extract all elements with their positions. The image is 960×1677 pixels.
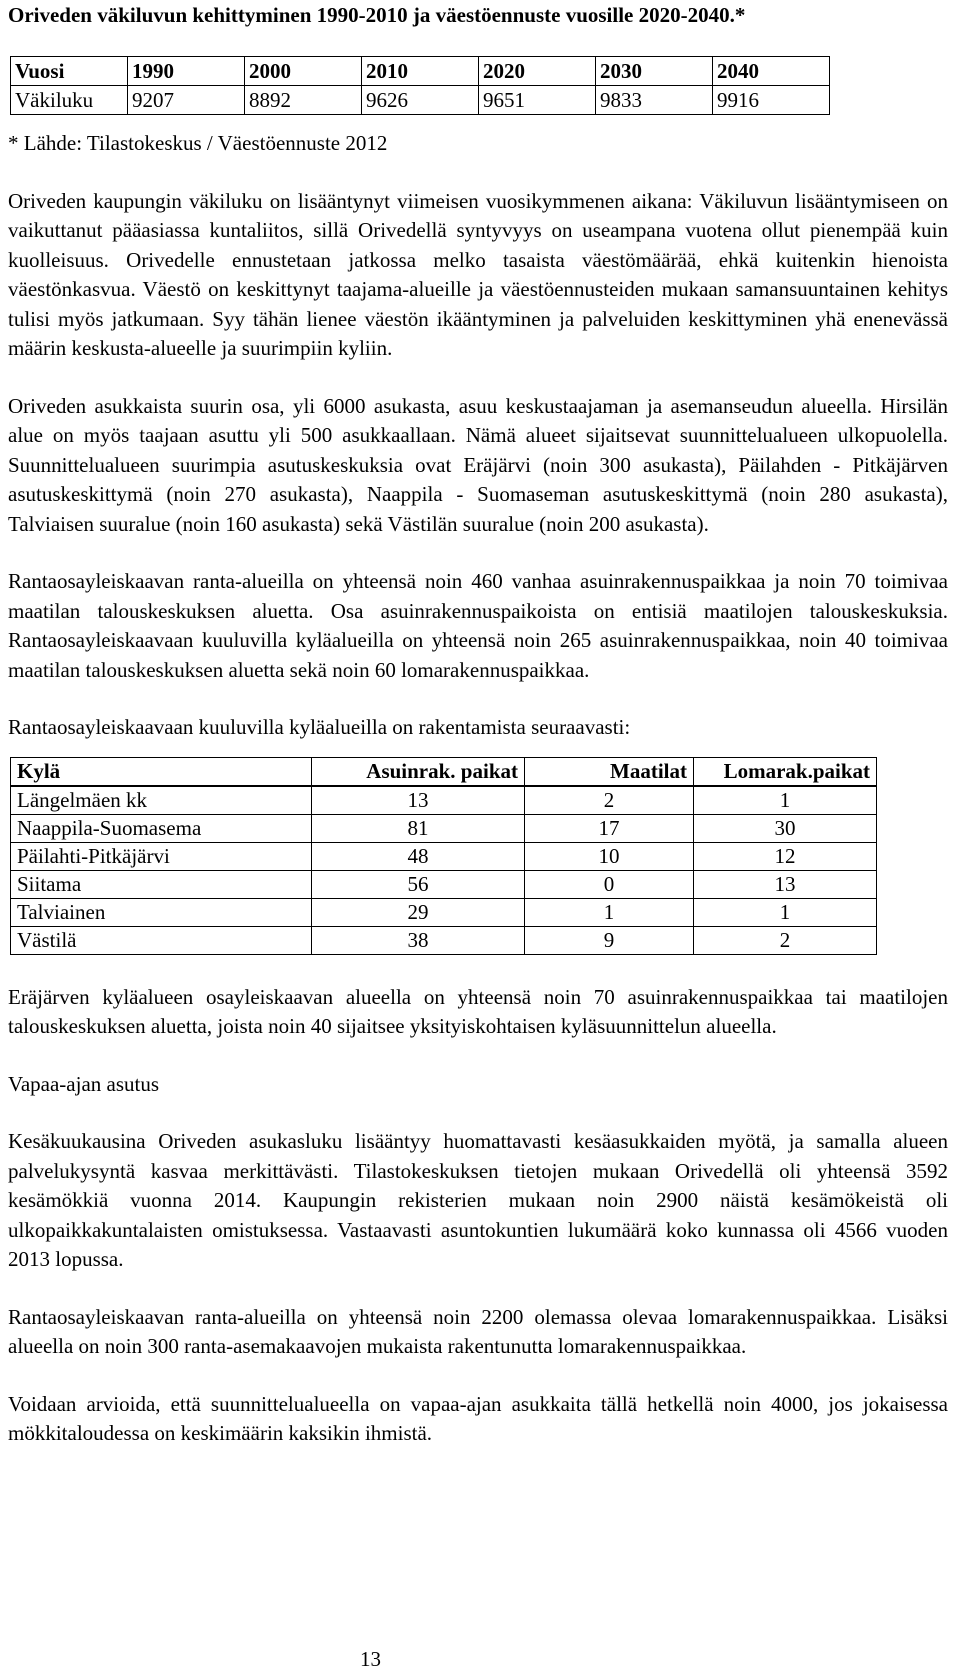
table-cell: 30 (694, 814, 877, 842)
table-cell: Väkiluku (11, 86, 128, 115)
table-row (11, 842, 877, 870)
table-cell: Längelmäen kk (11, 786, 312, 815)
table-cell: Siitama (11, 870, 312, 898)
table-row (11, 870, 877, 898)
table-cell: Kylä (11, 757, 312, 786)
paragraph: Rantaosayleiskaavan ranta-alueilla on yhteensä noin 460 vanhaa asuinrakennuspaikkaa ja noin 70 toimivaa maatilan talouskeskuksen aluetta. Osa asuinrakennuspaikoista on entisiä maatilojen talouskeskuksia. Rantaosayleiskaavaan kuuluvilla kyläalueilla on yhteensä noin 265 asuinrakennuspaikkaa, noin 40 toimivaa maatilan talouskeskuksen aluetta sekä noin 60 lomarakennuspaikkaa. (8, 569, 948, 682)
table-cell: 13 (312, 786, 525, 815)
table-row (11, 786, 877, 815)
table-cell: 12 (694, 842, 877, 870)
table-cell: Lomarak.paikat (694, 757, 877, 786)
table-cell: 2020 (479, 57, 596, 86)
paragraph: Oriveden kaupungin väkiluku on lisääntynyt viimeisen vuosikymmenen aikana: Väkiluvun lisääntymiseen on vaikuttanut pääasiassa kuntaliitos, sillä Orivedellä syntyvyys on useampana vuotena ollut pienempää kuin kuolleisuus. Orivedelle ennustetaan jatkossa melko tasaista väestömäärää, ehkä kuitenkin hienoista väestönkasvua. Väestö on keskittynyt taajama-alueille ja väestöennusteiden mukaan samansuuntainen kehitys tulisi myös jatkumaan. Syy tähän lienee väestön ikääntyminen ja palveluiden keskittyminen yhä enenevässä määrin keskusta-alueelle ja suurimpiin kyliin. (8, 188, 948, 360)
table-row (11, 898, 877, 926)
table-cell: Vuosi (11, 57, 128, 86)
table-cell: 2030 (596, 57, 713, 86)
table-cell: 9916 (713, 86, 830, 115)
paragraph: Kesäkuukausina Oriveden asukasluku lisääntyy huomattavasti kesäasukkaiden myötä, ja samalla alueen palvelukysyntä kasvaa merkittävästi. Tilastokeskuksen tietojen mukaan Orivedellä oli yhteensä 3592 kesämökkiä vuonna 2014. Kaupungin rekisterien mukaan noin 2900 näistä kesämökeistä oli ulkopaikkakuntalaisten omistuksessa. Vastaavasti asuntokuntien lukumäärä koko kunnassa oli 4566 vuoden 2013 lopussa. (8, 1129, 948, 1271)
table-cell: 2 (694, 926, 877, 954)
table-row (11, 814, 877, 842)
table-cell: 1990 (128, 57, 245, 86)
document-page (8, 0, 948, 1449)
table-cell: 1 (694, 898, 877, 926)
table-cell: 2010 (362, 57, 479, 86)
table-cell: 10 (525, 842, 694, 870)
paragraph: Rantaosayleiskaavaan kuuluvilla kyläalueilla on rakentamista seuraavasti: (8, 715, 631, 739)
table-cell: 13 (694, 870, 877, 898)
table-header-row (11, 57, 830, 86)
table-cell: 2000 (245, 57, 362, 86)
table-cell: 38 (312, 926, 525, 954)
table-cell: 9 (525, 926, 694, 954)
table-cell: Västilä (11, 926, 312, 954)
table-cell: Asuinrak. paikat (312, 757, 525, 786)
table-header-row (11, 757, 877, 786)
table-cell: 17 (525, 814, 694, 842)
table-cell: 81 (312, 814, 525, 842)
table-cell: 9833 (596, 86, 713, 115)
table-cell: 9626 (362, 86, 479, 115)
table-cell: 9207 (128, 86, 245, 115)
table-cell: Talviainen (11, 898, 312, 926)
section-heading: Vapaa-ajan asutus (8, 1071, 160, 1096)
table-row (11, 86, 830, 115)
village-table (10, 757, 877, 955)
table-cell: 8892 (245, 86, 362, 115)
table-cell: 48 (312, 842, 525, 870)
paragraph: Eräjärven kyläalueen osayleiskaavan alueella on yhteensä noin 70 asuinrakennuspaikkaa tai maatilojen talouskeskuksen aluetta, joista noin 40 sijaitsee yksityiskohtaisen kyläsuunnittelun alueella. (8, 984, 948, 1038)
table-cell: 56 (312, 870, 525, 898)
table-cell: Päilahti-Pitkäjärvi (11, 842, 312, 870)
paragraph: Voidaan arvioida, että suunnittelualueella on vapaa-ajan asukkaita tällä hetkellä noin 4000, jos jokaisessa mökkitaloudessa on keskimäärin kaksikin ihmistä. (8, 1391, 948, 1445)
population-table (10, 56, 830, 115)
table-cell: 1 (525, 898, 694, 926)
page-number: 13 (360, 1647, 381, 1671)
page-title: Oriveden väkiluvun kehittyminen 1990-2010 ja väestöennuste vuosille 2020-2040.* (8, 3, 746, 27)
table-cell: Naappila-Suomasema (11, 814, 312, 842)
table-row (11, 926, 877, 954)
table-cell: 9651 (479, 86, 596, 115)
table-cell: 29 (312, 898, 525, 926)
table-cell: 0 (525, 870, 694, 898)
table-cell: 2 (525, 786, 694, 815)
table-cell: 2040 (713, 57, 830, 86)
paragraph: Oriveden asukkaista suurin osa, yli 6000 asukasta, asuu keskustaajaman ja asemanseudun alueella. Hirsilän alue on myös taajaan asuttu yli 500 asukkaallaan. Nämä alueet sijaitsevat suunnittelualueen ulkopuolella. Suunnittelualueen suurimpia asutuskeskuksia ovat Eräjärvi (noin 300 asukasta), Päilahden - Pitkäjärven asutuskeskittymä (noin 270 asukasta), Naappila - Suomaseman asutuskeskittymä (noin 280 asukasta), Talviaisen suuralue (noin 160 asukasta) sekä Västilän suuralue (noin 200 asukasta). (8, 393, 948, 536)
paragraph: Rantaosayleiskaavan ranta-alueilla on yhteensä noin 2200 olemassa olevaa lomarakennuspaikkaa. Lisäksi alueella on noin 300 ranta-asemakaavojen mukaista rakentunutta lomarakennuspaikkaa. (8, 1304, 948, 1358)
table-cell: 1 (694, 786, 877, 815)
table-cell: Maatilat (525, 757, 694, 786)
source-note: * Lähde: Tilastokeskus / Väestöennuste 2012 (8, 131, 388, 155)
